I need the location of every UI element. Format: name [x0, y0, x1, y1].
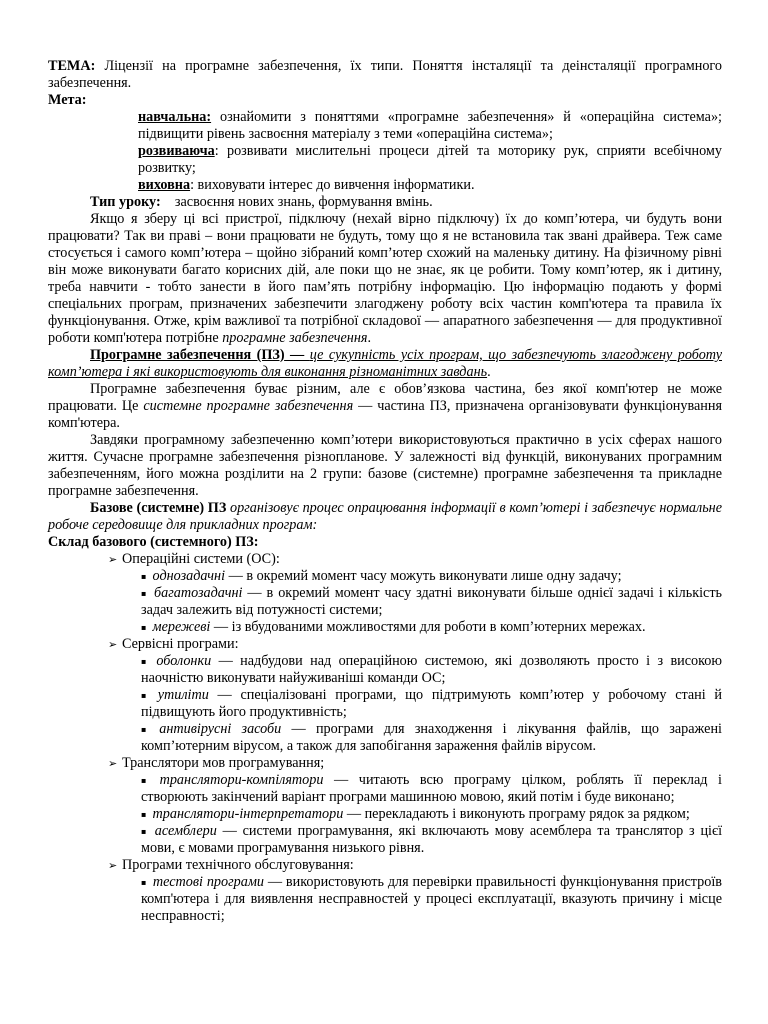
- goal-educational-text: ознайомити з поняттями «програмне забезпечення» й «операційна система»; підвищити рівень засвоєння матеріалу з теми «операційна система»;: [138, 109, 722, 142]
- arrow-bullet-icon: ➢: [108, 553, 118, 566]
- item-term: антивірусні засоби: [159, 721, 282, 737]
- list-item: [48, 823, 722, 857]
- arrow-bullet-icon: ➢: [108, 757, 118, 770]
- square-bullet-icon: ▪: [141, 623, 147, 632]
- item-text: — надбудови над операційною системою, які дозволяють просто і з високою наочністю виконувати найуживаніші команди ОС;: [141, 653, 722, 686]
- intro-text: Якщо я зберу ці всі пристрої, підключу (нехай вірно підключу) їх до комп’ютера, чи будуть вони працювати? Так ви праві – вони працювати не будуть, тому що я не встановила так звані драйвера. Теж саме стосується і самого комп’ютера – щойно зібраний комп’ютер схожий на маленьку дитину. На фізичному рівні він може виконувати багато корисних дій, але поки що не знає, як це робити. Тому комп’ютер, як і дитину, треба навчити - тобто занести в його пам’ять потрібну інформацію. Цю інформацію подають у формі спеціальних програм, призначених забезпечити злагоджену роботу всіх частин комп'ютера та правила їх функціонування. Отже, крім важливої та потрібної складової — апаратного забезпечення — для продуктивної роботи комп'ютера потрібне: [48, 211, 722, 346]
- system-software-emphasis: системне програмне забезпечення: [143, 398, 354, 414]
- definition-paragraph: [48, 347, 722, 381]
- topic-line: [48, 58, 722, 92]
- system-software-paragraph: [48, 381, 722, 432]
- intro-end: .: [367, 330, 372, 346]
- list-item: [48, 653, 722, 687]
- item-term: утиліти: [157, 687, 209, 703]
- group-title: Транслятори мов програмування;: [122, 755, 325, 771]
- item-text: — перекладають і виконують програму рядок за рядком;: [343, 806, 690, 822]
- square-bullet-icon: ▪: [141, 810, 147, 819]
- square-bullet-icon: ▪: [141, 572, 147, 581]
- item-term: транслятори-компілятори: [159, 772, 324, 788]
- definition-term: Програмне забезпечення (ПЗ): [90, 347, 285, 363]
- system-software-text: Програмне забезпечення буває різним, але є обов’язкова частина, без якої комп'ютер не може працювати. Це: [48, 381, 722, 414]
- definition-dash: —: [284, 347, 310, 363]
- intro-paragraph: [48, 211, 722, 347]
- item-text: — спеціалізовані програми, що підтримують комп’ютер у робочому стані й підвищують його продуктивність;: [141, 687, 723, 720]
- definition-text: це сукупність усіх програм, що забезпечують злагоджену роботу комп’ютера і які використовують для виконання різноманітних завдань: [48, 347, 722, 380]
- groups-paragraph: Завдяки програмному забезпеченню комп’ютери використовуються практично в усіх сферах нашого життя. Сучасне програмне забезпечення різнопланове. У залежності від функцій, виконуваних програмним забезпеченням, його можна розділити на 2 групи: базове (системне) програмне забезпечення та прикладне програмне забезпечення.: [48, 432, 722, 499]
- item-text: — в окремий момент часу здатні виконувати більше однієї задачі і кількість задач залежить від потужності системи;: [141, 585, 722, 618]
- goal-educational-label: навчальна:: [138, 109, 212, 125]
- base-definition-term: Базове (системне) ПЗ: [90, 500, 227, 516]
- group-translators: [48, 755, 722, 772]
- item-text: — використовують для перевірки правильності функціонування пристроїв комп'ютера і для виявлення несправностей у процесі експлуатації, вказують причину і місце несправності;: [141, 874, 722, 924]
- list-item: [48, 568, 722, 585]
- list-item: [48, 619, 722, 636]
- square-bullet-icon: ▪: [141, 878, 147, 887]
- item-text: — із вбудованими можливостями для роботи в комп’ютерних мережах.: [210, 619, 646, 635]
- base-definition-text: організовує процес опрацювання інформації в комп’ютері і забезпечує нормальне робоче середовище для прикладних програм:: [48, 500, 722, 533]
- base-definition-paragraph: [48, 500, 722, 534]
- lesson-type-text: засвоєння нових знань, формування вмінь.: [160, 194, 433, 210]
- goals-block: [48, 109, 722, 194]
- system-software-end: — частина ПЗ, призначена організовувати функціонування комп'ютера.: [48, 398, 722, 431]
- list-item: [48, 687, 722, 721]
- item-term: транслятори-інтерпретатори: [152, 806, 344, 822]
- arrow-bullet-icon: ➢: [108, 859, 118, 872]
- item-term: тестові програми: [152, 874, 264, 890]
- item-term: багатозадачні: [153, 585, 243, 601]
- goal-label: Мета:: [48, 92, 87, 108]
- item-text: — системи програмування, які включають мову асемблера та транслятор з цієї мови, є мовами програмування низького рівня.: [141, 823, 723, 856]
- item-term: мережеві: [152, 619, 211, 635]
- goal-educational: [138, 109, 722, 143]
- item-term: однозадачні: [152, 568, 226, 584]
- square-bullet-icon: ▪: [141, 776, 147, 785]
- list-item: [48, 806, 722, 823]
- square-bullet-icon: ▪: [141, 691, 147, 700]
- square-bullet-icon: ▪: [141, 589, 147, 598]
- group-service: [48, 636, 722, 653]
- lesson-type-line: [48, 194, 722, 211]
- goal-developmental-text: : розвивати мислительні процеси дітей та моторику рук, сприяти всебічному розвитку;: [138, 143, 722, 176]
- topic-label: ТЕМА:: [48, 58, 96, 74]
- intro-emphasis: програмне забезпечення: [222, 330, 368, 346]
- item-text: — читають всю програму цілком, роблять її переклад і створюють закінчений варіант програми машинною мовою, який потім і буде виконано;: [141, 772, 722, 805]
- square-bullet-icon: ▪: [141, 657, 147, 666]
- list-item: [48, 585, 722, 619]
- goal-developmental-label: розвиваюча: [138, 143, 215, 159]
- group-os: [48, 551, 722, 568]
- list-item: [48, 874, 722, 925]
- group-maintenance: [48, 857, 722, 874]
- list-item: [48, 721, 722, 755]
- square-bullet-icon: ▪: [141, 827, 147, 836]
- topic-text: Ліцензії на програмне забезпечення, їх типи. Поняття інсталяції та деінсталяції програмного забезпечення.: [48, 58, 722, 91]
- item-term: оболонки: [156, 653, 212, 669]
- definition-end: .: [487, 364, 491, 380]
- group-title: Сервісні програми:: [122, 636, 239, 652]
- arrow-bullet-icon: ➢: [108, 638, 118, 651]
- goal-upbringing-label: виховна: [138, 177, 191, 193]
- item-text: — в окремий момент часу можуть виконувати лише одну задачу;: [225, 568, 622, 584]
- group-title: Операційні системи (ОС):: [122, 551, 280, 567]
- goal-upbringing-text: : виховувати інтерес до вивчення інформатики.: [190, 177, 475, 193]
- composition-heading: Склад базового (системного) ПЗ:: [48, 534, 259, 550]
- goal-upbringing: [138, 177, 722, 194]
- goal-developmental: [138, 143, 722, 177]
- square-bullet-icon: ▪: [141, 725, 147, 734]
- item-term: асемблери: [154, 823, 217, 839]
- lesson-type-label: Тип уроку:: [90, 194, 161, 210]
- group-title: Програми технічного обслуговування:: [122, 857, 354, 873]
- list-item: [48, 772, 722, 806]
- item-text: — програми для знаходження і лікування файлів, що заражені комп’ютерним вірусом, а також для запобігання зараження файлів вірусом.: [141, 721, 722, 754]
